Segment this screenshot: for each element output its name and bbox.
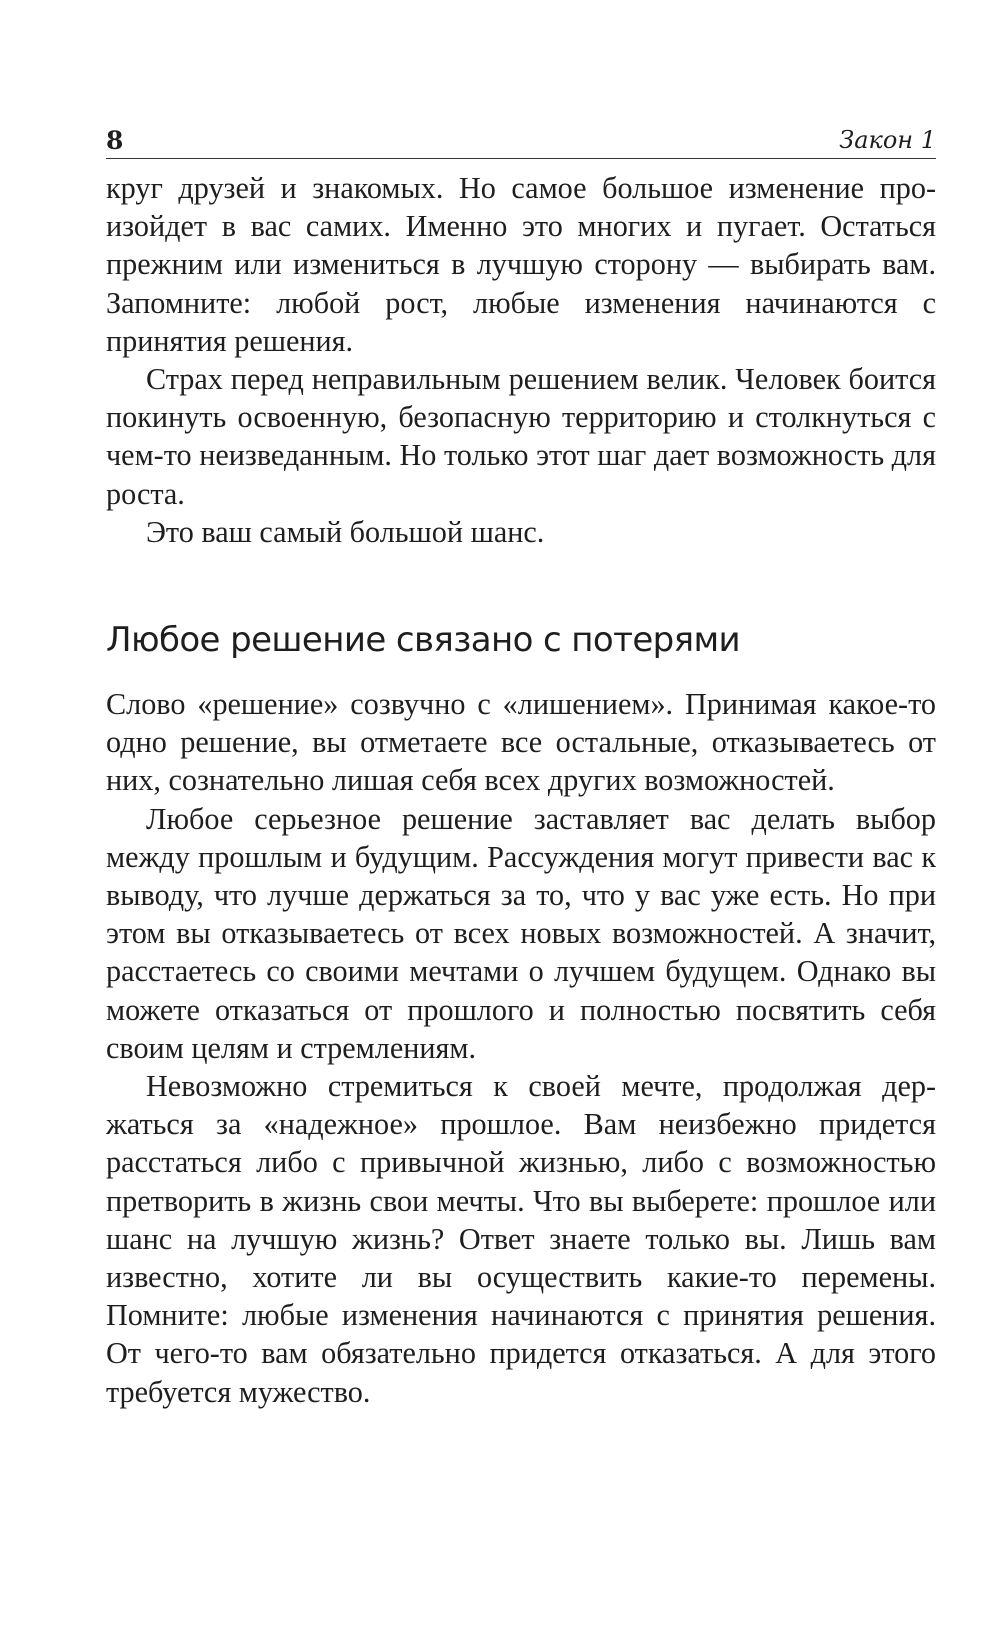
- intro-text: [106, 169, 936, 551]
- chapter-title: Закон 1: [839, 126, 936, 154]
- book-page: [106, 118, 936, 1409]
- paragraph: Это ваш самый большой шанс.: [146, 514, 545, 549]
- section-text: [106, 685, 936, 1411]
- paragraph: Любое серьезное решение заставляет вас делать выбор между прошлым и будущим. Рассуждения могут привести вас к выводу, что лучше держаться за то, что у вас уже есть. Но при этом вы отказываетесь от всех новых возможностей. А значит, расстаетесь со своими мечтами о лучшем будущем. Однако вы можете отказаться от прошлого и полностью посвятить себя своим целям и стремлениям.: [106, 801, 936, 1065]
- running-header: [106, 118, 936, 159]
- paragraph: Невозможно стремиться к своей мечте, продолжая держаться за «надежное» прошлое. Вам неизбежно придется расстаться либо с привычной жизнью, либо с возможностью претворить в жизнь свои мечты. Что вы выберете: прошлое или шанс на лучшую жизнь? Ответ знаете только вы. Лишь вам известно, хотите ли вы осуществить какие-то перемены. Помните: любые изменения начинаются с принятия решения. От чего-то вам обязательно придется отказаться. А для этого требуется мужество.: [106, 1069, 936, 1409]
- paragraph: Страх перед неправильным решением велик. Человек боится покинуть освоенную, безопасную территорию и столкнуться с чем-то неизведанным. Но только этот шаг дает возможность для роста.: [106, 362, 936, 511]
- section-heading: Любое решение связано с потерями: [106, 620, 741, 660]
- page-number: 8: [106, 126, 124, 155]
- paragraph: Слово «решение» созвучно с «лишением». Принимая какое-то одно решение, вы отметаете все остальные, отказываетесь от них, сознательно лишая себя всех других возможностей.: [106, 687, 936, 798]
- paragraph: круг друзей и знакомых. Но самое большое изменение произойдет в вас самих. Именно это многих и пугает. Остаться прежним или измениться в лучшую сторону — выбирать вам. Запомните: любой рост, любые изменения начинаются с принятия решения.: [106, 171, 936, 358]
